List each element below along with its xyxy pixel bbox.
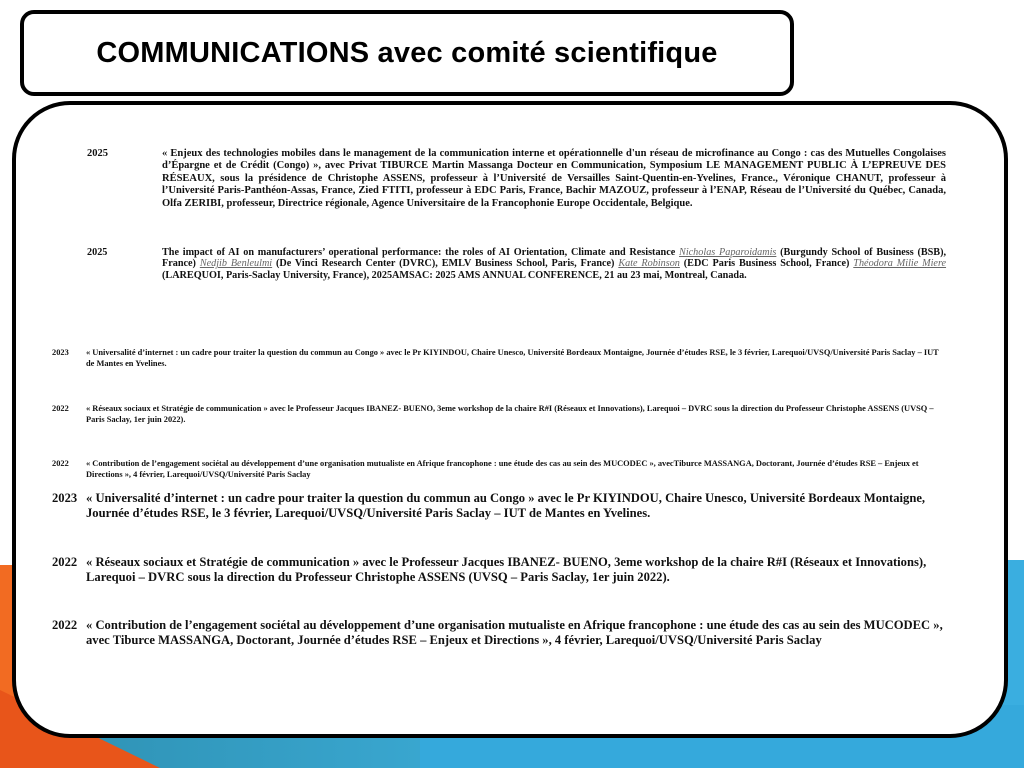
entry-year: 2023 xyxy=(52,491,78,505)
entry-text: « Réseaux sociaux et Stratégie de communication » avec le Professeur Jacques IBANEZ- BUENO, 3eme workshop de la chaire R#I (Réseaux et Innovations), Larequoi – DVRC sous la direction du Professeur Christophe ASSENS (UVSQ – Paris Saclay, 1er juin 2022). xyxy=(86,404,934,424)
affiliation: (Burgundy School of Business (BSB), France) xyxy=(162,247,947,270)
author-link[interactable]: Kate Robinson xyxy=(618,258,680,270)
entry-year: 2023 xyxy=(52,348,69,357)
author-link[interactable]: Théodora Milie Miere xyxy=(853,258,947,270)
entry-text: « Contribution de l’engagement sociétal au développement d’une organisation mutualiste en Afrique francophone : une étude des cas au sein des MUCODEC », avec Tiburce MASSANGA, Doctorant, Journée d’études RSE – Enjeux et Directions », 4 février, Larequoi/UVSQ/Université Paris Saclay xyxy=(86,618,943,647)
entry-year: 2022 xyxy=(52,555,78,569)
entry-year: 2025 xyxy=(87,148,108,159)
affiliation: (De Vinci Research Center (DVRC), EMLV Business School, Paris, France) xyxy=(276,258,615,270)
author-link[interactable]: Nicholas Paparoidamis xyxy=(679,247,777,258)
entry-year: 2025 xyxy=(87,247,108,258)
entry-text xyxy=(162,247,946,281)
affiliation: (EDC Paris Business School, France) xyxy=(683,258,850,270)
entry-text: « Enjeux des technologies mobiles dans le management de la communication interne et opérationnelle d'un réseau de microfinance au Congo : cas des Mutuelles Congolaises d’Épargne et de Crédit (Congo) », avec Privat TIBURCE Martin Massanga Docteur en Communication, Symposium LE MANAGEMENT PUBLIC À L’EPREUVE DES RÉSEAUX, sous la présidence de Christophe ASSENS, professeur à l’Université de Versailles Saint-Quentin-en-Yvelines, France., Véronique CHANUT, professeur à l’Université Paris-Panthéon-Assas, France, Zied FTITI, professeur à EDC Paris, France, Bachir MAZOUZ, professeur à l’ENAP, Réseau de l’Université du Québec, Canada, Olfa ZERIBI, professeur, Directrice régionale, Agence Universitaire de la Francophonie Europe Occidentale, Belgique. xyxy=(162,148,946,209)
slide-title: COMMUNICATIONS avec comité scientifique xyxy=(96,36,718,69)
entry-year: 2022 xyxy=(52,459,69,468)
entry-year: 2022 xyxy=(52,618,78,632)
author-link[interactable]: Nedjib Benleulmi xyxy=(199,258,273,270)
entry-text: « Réseaux sociaux et Stratégie de communication » avec le Professeur Jacques IBANEZ- BUENO, 3eme workshop de la chaire R#I (Réseaux et Innovations), Larequoi – DVRC sous la direction du Professeur Christophe ASSENS (UVSQ – Paris Saclay, 1er juin 2022). xyxy=(86,555,927,584)
entry-text: « Universalité d’internet : un cadre pour traiter la question du commun au Congo » avec le Pr KIYINDOU, Chaire Unesco, Université Bordeaux Montaigne, Journée d’études RSE, le 3 février, Larequoi/UVSQ/Université Paris Saclay – IUT de Mantes en Yvelines. xyxy=(86,491,926,520)
entry-year: 2022 xyxy=(52,404,69,413)
title-box xyxy=(20,10,794,96)
entry-text: « Contribution de l’engagement sociétal au développement d’une organisation mutualiste en Afrique francophone : une étude des cas au sein des MUCODEC », avecTiburce MASSANGA, Doctorant, Journée d’études RSE – Enjeux et Directions », 4 février, Larequoi/UVSQ/Université Paris Saclay xyxy=(86,459,919,479)
entry-text: « Universalité d’internet : un cadre pour traiter la question du commun au Congo » avec le Pr KIYINDOU, Chaire Unesco, Université Bordeaux Montaigne, Journée d’études RSE, le 3 février, Larequoi/UVSQ/Université Paris Saclay – IUT de Mantes en Yvelines. xyxy=(86,348,939,368)
entry-intro: The impact of AI on manufacturers’ operational performance: the roles of AI Orientation, Climate and Resistance xyxy=(162,247,676,258)
affiliation: (LAREQUOI, Paris-Saclay University, France), 2025AMSAC: 2025 AMS ANNUAL CONFERENCE, 21 au 23 mai, Montreal, Canada. xyxy=(162,269,747,281)
